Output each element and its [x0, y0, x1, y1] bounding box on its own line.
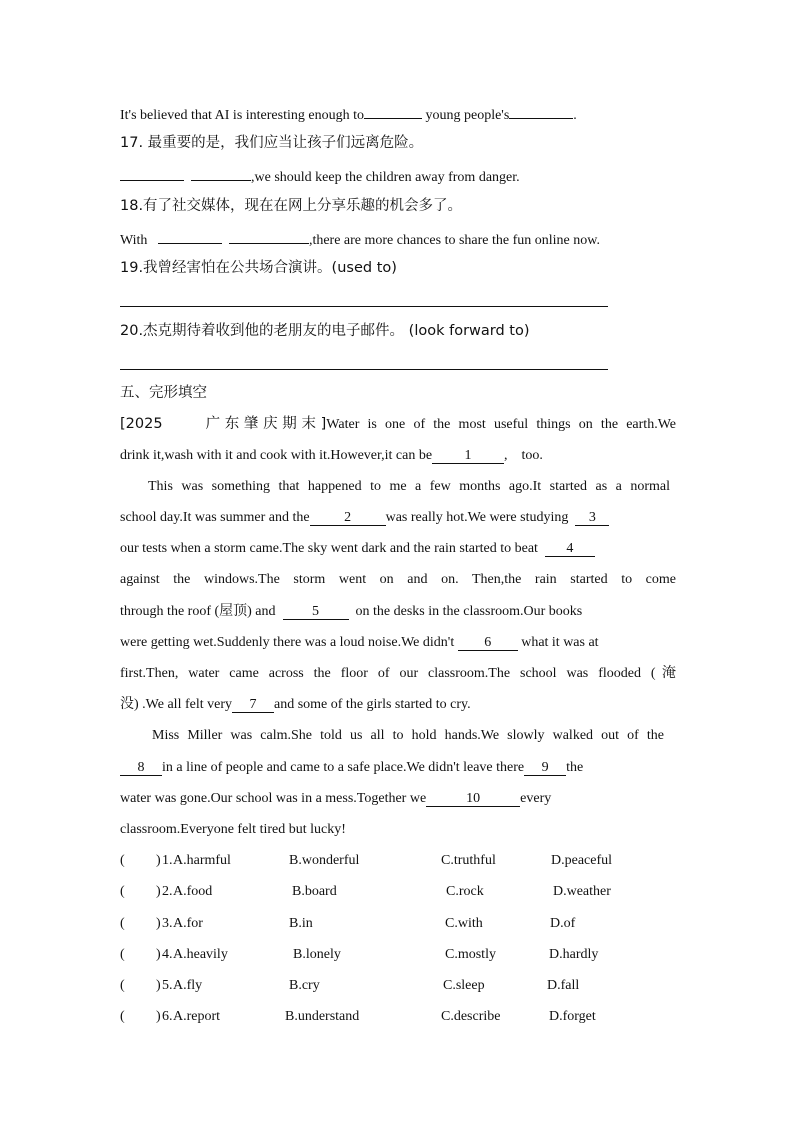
q17-blank-2: [191, 166, 251, 181]
option-5-b: B.cry: [289, 978, 320, 993]
option-5-c: C.sleep: [443, 978, 485, 993]
q18-answer-line: [120, 229, 676, 250]
option-5-a: A.fly: [173, 978, 203, 993]
blank-4: 4: [545, 542, 595, 557]
passage-p1-l2a: drink it,wash with it and cook with it.However,it can be: [120, 448, 433, 463]
q18-answer-tail: ,there are more chances to share the fun online now.: [308, 233, 600, 248]
option-6-c: C.describe: [441, 1009, 501, 1024]
passage-p1-line-1: [120, 415, 676, 434]
option-4-close-paren: ): [156, 947, 161, 962]
q16-tail-line: [120, 104, 676, 125]
q16-text-c: .: [573, 108, 577, 123]
passage-p2-line-4: against the windows.The storm went on and on. Then,the rain started to come: [120, 572, 676, 587]
blank-9: 9: [524, 761, 566, 776]
blank-5: 5: [283, 605, 349, 620]
option-1-open-paren: (: [120, 853, 125, 868]
q20-answer-rule: [120, 369, 608, 370]
option-6-d: D.forget: [549, 1009, 596, 1024]
option-2-number: 2.: [162, 884, 173, 899]
passage-p2-l8a: 没) .We all felt very: [120, 697, 232, 712]
q18-prompt: 18.有了社交媒体，现在在网上分享乐趣的机会多了。: [120, 198, 463, 214]
blank-7: 7: [232, 698, 274, 713]
passage-source: [2025 广东肇庆期末]: [120, 416, 327, 432]
passage-p2-line-5: [120, 603, 676, 621]
option-1-close-paren: ): [156, 853, 161, 868]
option-2-b: B.board: [292, 884, 337, 899]
blank-2: 2: [310, 511, 386, 526]
passage-p2-l5a: through the roof (屋顶) and: [120, 604, 276, 619]
q18-blank-1: [158, 229, 222, 244]
passage-p2-line-2: [120, 509, 676, 527]
option-4-number: 4.: [162, 947, 173, 962]
blank-8: 8: [120, 761, 162, 776]
q17-blank-1: [120, 166, 184, 181]
q17-sep: ,: [251, 170, 255, 185]
passage-p2-line-7: first.Then, water came across the floor of our classroom.The school was flooded (淹: [120, 666, 676, 681]
option-6-open-paren: (: [120, 1009, 125, 1024]
passage-p3-l2a: in a line of people and came to a safe place.We didn't leave there: [162, 760, 525, 775]
option-5-number: 5.: [162, 978, 173, 993]
q18-blank-2: [229, 229, 309, 244]
blank-3: 3: [575, 511, 609, 526]
passage-p2-line-3: [120, 540, 676, 558]
passage-p2-l2b: was really hot.We were studying: [385, 510, 569, 525]
option-2-open-paren: (: [120, 884, 125, 899]
q18-lead: With: [120, 233, 148, 248]
q19-answer-rule: [120, 306, 608, 307]
passage-p3-line-2: [120, 759, 676, 777]
q16-text-a: It's believed that AI is interesting enough to: [120, 108, 364, 123]
q19-prompt: 19.我曾经害怕在公共场合演讲。(used to): [120, 260, 397, 276]
option-6-a: A.report: [173, 1009, 221, 1024]
passage-p2-line-1: This was something that happened to me a few months ago.It started as a normal: [148, 479, 670, 494]
blank-6: 6: [458, 636, 518, 651]
blank-1: 1: [432, 449, 504, 464]
option-1-d: D.peaceful: [551, 853, 613, 868]
option-3-b: B.in: [289, 916, 313, 931]
blank-10: 10: [426, 792, 520, 807]
option-2-a: A.food: [173, 884, 213, 899]
passage-p2-l2a: school day.It was summer and the: [120, 510, 310, 525]
option-1-a: A.harmful: [173, 853, 231, 868]
option-3-a: A.for: [173, 916, 203, 931]
option-1-c: C.truthful: [441, 853, 496, 868]
option-4-open-paren: (: [120, 947, 125, 962]
passage-p3-l3a: water was gone.Our school was in a mess.Together we: [120, 791, 427, 806]
passage-p1-l1: Water is one of the most useful things on the earth.We: [326, 417, 676, 432]
q20-prompt: 20.杰克期待着收到他的老朋友的电子邮件。 (look forward to): [120, 323, 530, 339]
option-3-d: D.of: [550, 916, 576, 931]
option-4-a: A.heavily: [173, 947, 228, 962]
passage-p2-l6b: what it was at: [521, 635, 599, 650]
passage-p2-l6a: were getting wet.Suddenly there was a loud noise.We didn't: [120, 635, 455, 650]
option-1-b: B.wonderful: [289, 853, 360, 868]
q16-text-b: young people's: [421, 108, 510, 123]
section-title: 五、完形填空: [120, 385, 207, 401]
option-2-c: C.rock: [446, 884, 484, 899]
option-3-open-paren: (: [120, 916, 125, 931]
option-6-number: 6.: [162, 1009, 173, 1024]
passage-p2-l8b: and some of the girls started to cry.: [274, 697, 471, 712]
passage-p2-line-6: [120, 634, 676, 652]
passage-p2-line-8: [120, 696, 676, 714]
option-2-close-paren: ): [156, 884, 161, 899]
passage-p3-l3b: every: [520, 791, 552, 806]
option-5-d: D.fall: [547, 978, 580, 993]
option-4-d: D.hardly: [549, 947, 599, 962]
option-6-close-paren: ): [156, 1009, 161, 1024]
q16-blank-1: [364, 104, 422, 119]
q16-blank-2: [509, 104, 573, 119]
q17-answer-line: [120, 166, 676, 187]
passage-p2-l5b: on the desks in the classroom.Our books: [355, 604, 583, 619]
option-3-c: C.with: [445, 916, 483, 931]
option-1-number: 1.: [162, 853, 173, 868]
q17-answer-tail: we should keep the children away from danger.: [254, 170, 520, 185]
option-5-open-paren: (: [120, 978, 125, 993]
passage-p3-line-4: classroom.Everyone felt tired but lucky!: [120, 822, 346, 837]
passage-p3-line-1: Miss Miller was calm.She told us all to hold hands.We slowly walked out of the: [152, 728, 664, 743]
passage-p2-l3a: our tests when a storm came.The sky went dark and the rain started to beat: [120, 541, 538, 556]
option-6-b: B.understand: [285, 1009, 360, 1024]
option-3-number: 3.: [162, 916, 173, 931]
option-4-b: B.lonely: [293, 947, 341, 962]
passage-p3-line-3: [120, 790, 676, 808]
option-5-close-paren: ): [156, 978, 161, 993]
passage-p3-l2b: the: [566, 760, 584, 775]
passage-p1-line-2: [120, 447, 676, 465]
q17-prompt: 17. 最重要的是，我们应当让孩子们远离危险。: [120, 135, 424, 151]
passage-p1-l2b: , too.: [504, 448, 543, 463]
option-4-c: C.mostly: [445, 947, 496, 962]
option-2-d: D.weather: [553, 884, 611, 899]
option-3-close-paren: ): [156, 916, 161, 931]
